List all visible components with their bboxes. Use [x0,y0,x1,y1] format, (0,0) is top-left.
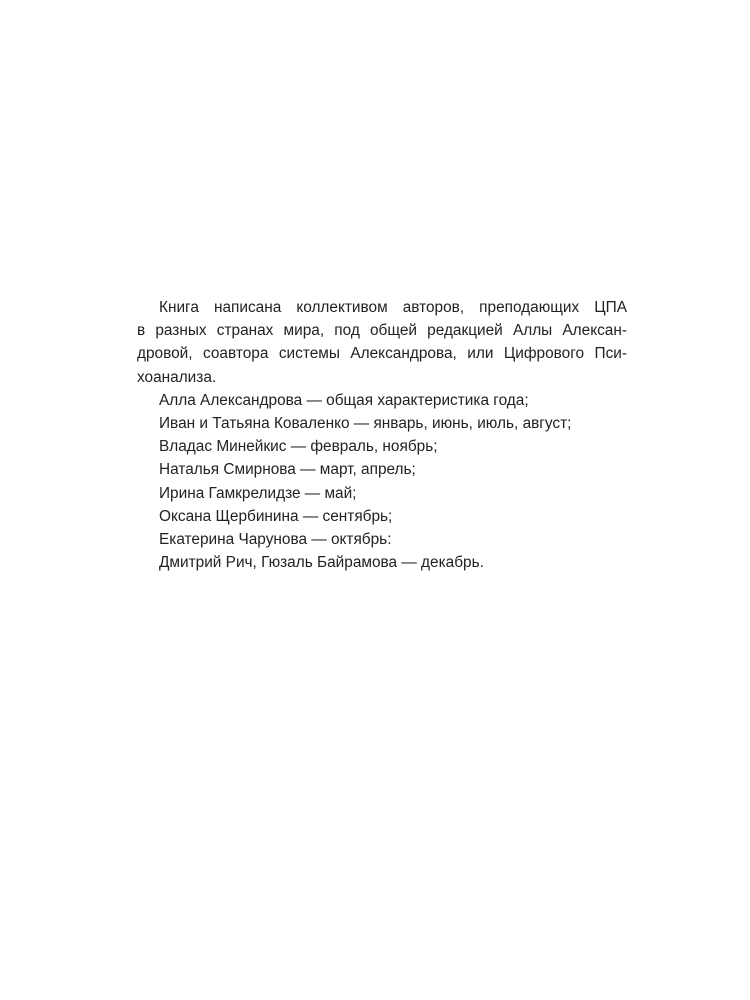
intro-line: хоанализа. [137,368,217,386]
author-credit-line: Владас Минейкис — февраль, ноябрь; [159,438,438,456]
author-credit-line: Иван и Татьяна Коваленко — январь, июнь, июль, август; [159,415,572,433]
authors-text-block [137,296,627,574]
author-credit-line: Екатерина Чарунова — октябрь: [159,531,392,549]
author-credit-line: Наталья Смирнова — март, апрель; [159,461,416,479]
intro-line: дровой, соавтора системы Александрова, или Цифрового Пси- [137,345,627,363]
intro-line: в разных странах мира, под общей редакцией Аллы Алексан- [137,322,627,340]
author-credit-line: Дмитрий Рич, Гюзаль Байрамова — декабрь. [159,554,484,572]
author-credit-line: Ирина Гамкрелидзе — май; [159,484,357,502]
author-credit-line: Оксана Щербинина — сентябрь; [159,507,393,525]
author-credit-line: Алла Александрова — общая характеристика года; [159,391,529,409]
intro-line: Книга написана коллективом авторов, преподающих ЦПА [159,299,627,316]
